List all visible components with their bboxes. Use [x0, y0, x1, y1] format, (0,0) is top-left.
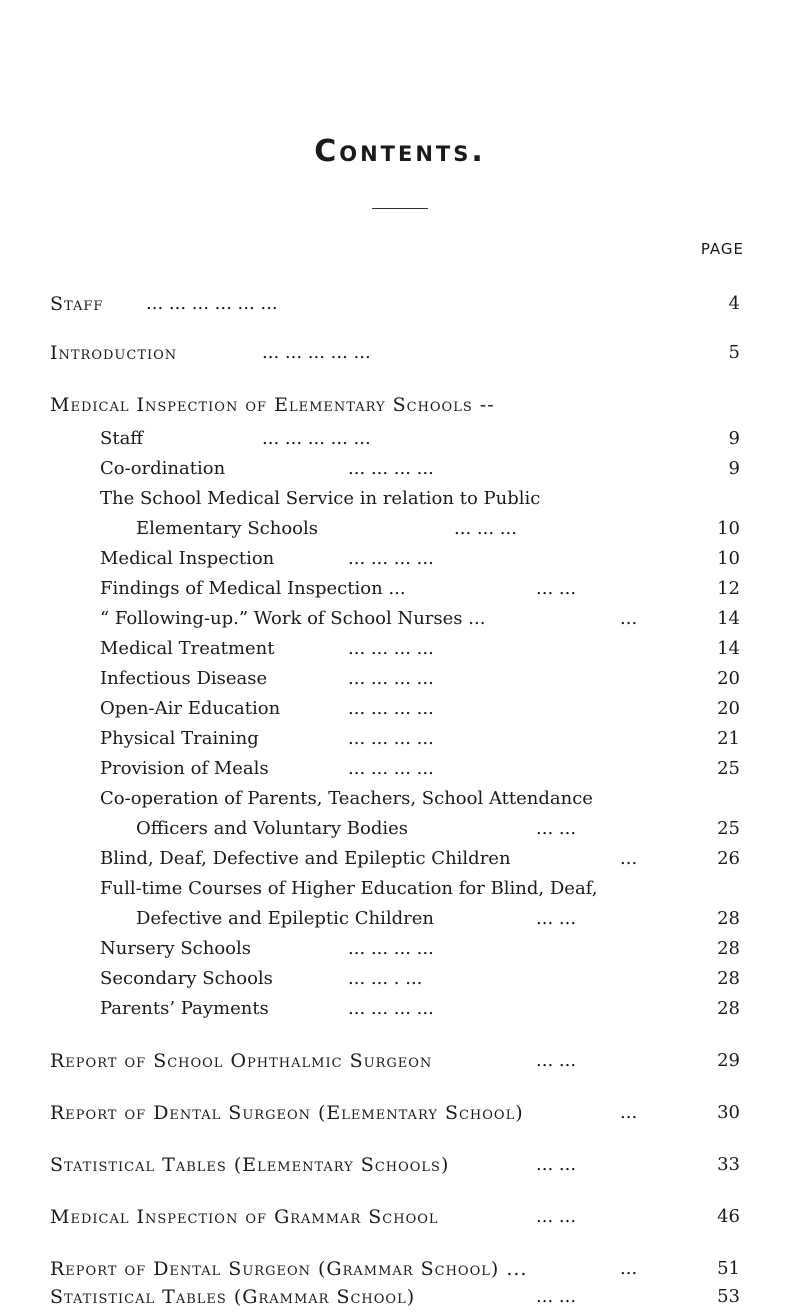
toc-section-heading — [0, 390, 800, 420]
toc-entry-staff — [0, 289, 800, 319]
leader-dots: ... — [620, 848, 638, 869]
leader-dots: ... ... — [536, 818, 577, 839]
leader-dots: ... ... ... ... ... — [262, 342, 371, 363]
toc-entry — [0, 604, 800, 634]
toc-page-number: 4 — [728, 293, 740, 314]
toc-label: Medical Inspection — [100, 548, 275, 569]
leader-dots: ... ... ... ... — [348, 938, 434, 959]
toc-page-number: 51 — [717, 1258, 740, 1279]
toc-label: Secondary Schools — [100, 968, 273, 989]
leader-dots: ... — [620, 1258, 638, 1279]
toc-label: Co-operation of Parents, Teachers, School Attendance — [100, 788, 593, 809]
toc-page-number: 28 — [717, 938, 740, 959]
leader-dots: ... ... — [536, 1286, 577, 1307]
toc-entry — [0, 454, 800, 484]
toc-entry — [0, 934, 800, 964]
toc-page-number: 14 — [717, 638, 740, 659]
toc-label: Statistical Tables (Grammar School) — [50, 1286, 416, 1308]
toc-label: Full-time Courses of Higher Education for Blind, Deaf, — [100, 878, 598, 899]
leader-dots: ... ... — [536, 1206, 577, 1227]
toc-entry — [0, 634, 800, 664]
leader-dots: ... ... . ... — [348, 968, 423, 989]
toc-page-number: 10 — [717, 548, 740, 569]
toc-entry — [0, 544, 800, 574]
toc-entry — [0, 484, 800, 514]
leader-dots: ... ... ... ... — [348, 998, 434, 1019]
toc-entry — [0, 874, 800, 904]
toc-label: Parents’ Payments — [100, 998, 269, 1019]
leader-dots: ... — [620, 608, 638, 629]
leader-dots: ... ... ... ... — [348, 758, 434, 779]
toc-page-number: 46 — [717, 1206, 740, 1227]
toc-label: Infectious Disease — [100, 668, 268, 689]
leader-dots: ... ... — [536, 578, 577, 599]
toc-entry — [0, 664, 800, 694]
leader-dots: ... ... ... ... — [348, 458, 434, 479]
toc-label: Introduction — [50, 342, 178, 364]
toc-entry — [0, 754, 800, 784]
toc-page-number: 9 — [728, 458, 740, 479]
toc-entry — [0, 1282, 800, 1312]
leader-dots: ... ... ... ... — [348, 698, 434, 719]
toc-page-number: 29 — [717, 1050, 740, 1071]
leader-dots: ... ... ... — [454, 518, 517, 539]
toc-entry — [0, 1150, 800, 1180]
toc-label: Staff — [50, 293, 104, 315]
toc-page-number: 53 — [717, 1286, 740, 1307]
toc-entry — [0, 904, 800, 934]
toc-page-number: 12 — [717, 578, 740, 599]
toc-label: Statistical Tables (Elementary Schools) — [50, 1154, 450, 1176]
toc-label: Medical Treatment — [100, 638, 275, 659]
toc-label: Co-ordination — [100, 458, 226, 479]
toc-entry — [0, 1254, 800, 1284]
toc-label: “ Following-up.” Work of School Nurses ... — [100, 608, 486, 629]
toc-entry — [0, 574, 800, 604]
toc-page-number: 20 — [717, 668, 740, 689]
toc-page-number: 5 — [728, 342, 740, 363]
title-rule — [372, 208, 428, 209]
leader-dots: ... ... — [536, 908, 577, 929]
toc-page-number: 28 — [717, 998, 740, 1019]
toc-page-number: 28 — [717, 908, 740, 929]
leader-dots: ... ... ... ... — [348, 668, 434, 689]
toc-label: Staff — [100, 428, 144, 449]
toc-entry — [0, 694, 800, 724]
toc-label: Blind, Deaf, Defective and Epileptic Children — [100, 848, 511, 869]
leader-dots: ... ... ... ... — [348, 638, 434, 659]
toc-entry — [0, 814, 800, 844]
toc-label: The School Medical Service in relation to Public — [100, 488, 541, 509]
toc-label: Findings of Medical Inspection ... — [100, 578, 406, 599]
toc-label: Medical Inspection of Grammar School — [50, 1206, 439, 1228]
toc-page-number: 26 — [717, 848, 740, 869]
page-column-header: PAGE — [700, 240, 744, 258]
toc-entry — [0, 1098, 800, 1128]
toc-label: Medical Inspection of Elementary Schools -- — [50, 394, 495, 416]
toc-label: Report of Dental Surgeon (Grammar School) ... — [50, 1258, 528, 1280]
leader-dots: ... ... ... ... — [348, 728, 434, 749]
leader-dots: ... ... ... ... — [348, 548, 434, 569]
toc-page-number: 30 — [717, 1102, 740, 1123]
toc-page-number: 28 — [717, 968, 740, 989]
toc-page-number: 21 — [717, 728, 740, 749]
toc-label: Physical Training — [100, 728, 259, 749]
toc-label: Officers and Voluntary Bodies — [136, 818, 408, 839]
toc-label: Nursery Schools — [100, 938, 252, 959]
toc-entry — [0, 724, 800, 754]
leader-dots: ... ... — [536, 1154, 577, 1175]
leader-dots: ... — [620, 1102, 638, 1123]
toc-entry — [0, 424, 800, 454]
toc-entry — [0, 844, 800, 874]
toc-page-number: 10 — [717, 518, 740, 539]
toc-entry — [0, 1202, 800, 1232]
toc-label: Defective and Epileptic Children — [136, 908, 434, 929]
toc-page-number: 25 — [717, 758, 740, 779]
leader-dots: ... ... ... ... ... — [262, 428, 371, 449]
toc-entry-introduction — [0, 338, 800, 368]
leader-dots: ... ... — [536, 1050, 577, 1071]
toc-label: Report of School Ophthalmic Surgeon — [50, 1050, 433, 1072]
toc-page-number: 14 — [717, 608, 740, 629]
toc-entry — [0, 514, 800, 544]
toc-entry — [0, 784, 800, 814]
toc-entry — [0, 994, 800, 1024]
page-title: Contents. — [314, 134, 486, 169]
toc-label: Provision of Meals — [100, 758, 269, 779]
toc-label: Open-Air Education — [100, 698, 281, 719]
toc-page-number: 25 — [717, 818, 740, 839]
toc-page-number: 33 — [717, 1154, 740, 1175]
toc-label: Elementary Schools — [136, 518, 318, 539]
toc-page-number: 9 — [728, 428, 740, 449]
toc-label: Report of Dental Surgeon (Elementary School) — [50, 1102, 524, 1124]
toc-entry — [0, 964, 800, 994]
leader-dots: ... ... ... ... ... ... — [146, 293, 278, 314]
toc-entry — [0, 1046, 800, 1076]
toc-page-number: 20 — [717, 698, 740, 719]
